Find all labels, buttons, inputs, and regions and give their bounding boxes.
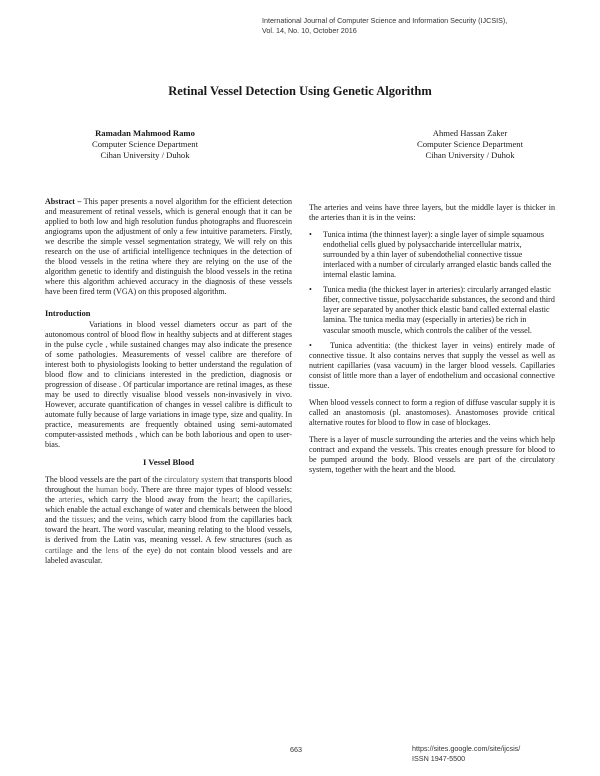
right-column [309, 203, 555, 482]
list-item [309, 285, 555, 335]
footer-links [412, 744, 520, 764]
journal-header [262, 16, 507, 36]
bullet-icon: • [309, 285, 312, 295]
anastomosis-paragraph: When blood vessels connect to form a region of diffuse vascular supply it is called an anastomosis (pl. anastomoses). Anastomoses provide critical alternative routes for blood to flow in case of blockages. [309, 397, 555, 427]
text-run: . There are three major types of blood vessels: the [45, 485, 292, 505]
author-block-1 [45, 128, 245, 161]
text-run: and the [72, 545, 106, 555]
author-department: Computer Science Department [417, 139, 523, 149]
left-column [45, 197, 292, 573]
text-run: , which carry blood from the capillaries back toward the heart. The word vascular, meaning relating to the blood vessels, is derived from the Latin vas, meaning vessel. A few structures (such as [45, 515, 292, 545]
link-tissues[interactable]: tissues [71, 515, 94, 525]
bullet-icon: • [309, 230, 312, 240]
muscle-paragraph: There is a layer of muscle surrounding the arteries and the veins which help contract and expand the vessels. This creates enough pressure for blood to be pumped around the body. Blood vessels are part of the circulatory system, together with the heart and the blood. [309, 434, 555, 475]
link-arteries[interactable]: arteries [58, 495, 83, 505]
journal-name: International Journal of Computer Science and Information Security (IJCSIS), [262, 16, 508, 25]
list-item-text: Tunica media (the thickest layer in arteries): circularly arranged elastic fiber, connective tissue, polysaccharide substances, the second and third layer are separated by another thick elastic band called external elastic lamina. The tunica media may (especially in arteries) be rich in vascular smooth muscle, which controls the caliber of the vessel. [323, 285, 555, 335]
issn: ISSN 1947-5500 [412, 754, 466, 763]
text-run: of the eye) do not contain blood vessels and are labeled avascular. [45, 545, 292, 565]
link-capillaries[interactable]: capillaries [256, 495, 290, 505]
paper-title: Retinal Vessel Detection Using Genetic Algorithm [168, 84, 432, 98]
list-item [309, 230, 555, 280]
text-run: that transports blood throughout the [45, 475, 293, 495]
abstract-label: Abstract – [45, 197, 82, 206]
author-name: Ahmed Hassan Zaker [432, 128, 508, 138]
author-department: Computer Science Department [92, 139, 198, 149]
author-university: Cihan University / Duhok [425, 150, 515, 160]
text-run: The blood vessels are the part of the [45, 475, 165, 485]
layers-intro: The arteries and veins have three layers, but the middle layer is thicker in the arteries than it is in the veins: [309, 203, 555, 223]
journal-url[interactable]: https://sites.google.com/site/ijcsis/ [412, 744, 521, 753]
journal-volume: Vol. 14, No. 10, October 2016 [262, 26, 357, 35]
text-run: , which carry the blood away from the [82, 495, 222, 505]
text-run: ; and the [93, 515, 126, 525]
page-number: 663 [290, 745, 302, 754]
abstract-text: This paper presents a novel algorithm for the efficient detection and measurement of retinal vessels, which is general enough that it can be applied to both low and high resolution fundus photographs and fluorescein angiograms upon the adjustment of only a few intuitive parameters. Firstly, we describe the simple vessel segmentation strategy, We will rely on this research on the use of artificial intelligence techniques in the detection of the blood vessels in the retina where they are relying on the use of the algorithm genetic to identify and distinguish the blood vessels in the retina where this algorithm achieved accuracy in the diagnosis of these vessels have been fired term (VGA) on this proposed algorithm. [45, 197, 292, 297]
link-heart[interactable]: heart [221, 495, 238, 505]
text-run: ; the [237, 495, 257, 505]
link-human-body[interactable]: human body [95, 485, 137, 495]
bullet-icon: • [309, 340, 312, 350]
list-item-text: Tunica intima (the thinnest layer): a single layer of simple squamous endothelial cells glued by polysaccharide intercellular matrix, surrounded by a thin layer of subendothelial connective tissue interlaced with a number of circularly arranged elastic bands called the internal elastic lamina. [323, 230, 552, 280]
text-run: , which enable the actual exchange of water and chemicals between the blood and the [45, 495, 292, 525]
author-name: Ramadan Mahmood Ramo [95, 128, 195, 138]
link-lens[interactable]: lens [105, 545, 119, 555]
adventitia-paragraph [309, 341, 555, 391]
vessel-blood-paragraph [45, 475, 292, 565]
introduction-heading: Introduction [45, 309, 91, 319]
adventitia-text: Tunica adventitia: (the thickest layer in veins) entirely made of connective tissue. It also contains nerves that supply the vessel as well as nutrient capillaries (vasa vacuum) in the larger blood vessels. Capillaries consist of little more than a layer of endothelium and occasional connective tissue. [309, 340, 555, 390]
link-veins[interactable]: veins [125, 515, 143, 525]
link-cartilage[interactable]: cartilage [45, 545, 73, 555]
introduction-text: Variations in blood vessel diameters occur as part of the autonomous control of blood flow in healthy subjects and at different stages in the pulse cycle , while sustained changes may also indicate the presence of some pathologies. Measurements of vessel calibre are therefore of interest both to physiologists looking to better understand the regulation of blood flow and to clinicians interested in the prediction, diagnosis or progression of disease . Of particular importance are retinal images, as these may be used to directly visualise blood vessels non-invasively in vivo. However, accurate quantification of changes in vessel calibre is difficult to automate fully because of large variations in image type, size and quality. In practice, measurements are frequently obtained using semi-automated computer-assisted methods , which can be both laborious and open to user-bias. [45, 319, 292, 450]
link-circulatory-system[interactable]: circulatory system [164, 475, 224, 485]
abstract [45, 197, 292, 297]
author-block-2 [370, 128, 570, 161]
author-university: Cihan University / Duhok [100, 150, 190, 160]
section-heading-vessel-blood: I Vessel Blood [142, 457, 195, 468]
layers-list [309, 230, 555, 335]
